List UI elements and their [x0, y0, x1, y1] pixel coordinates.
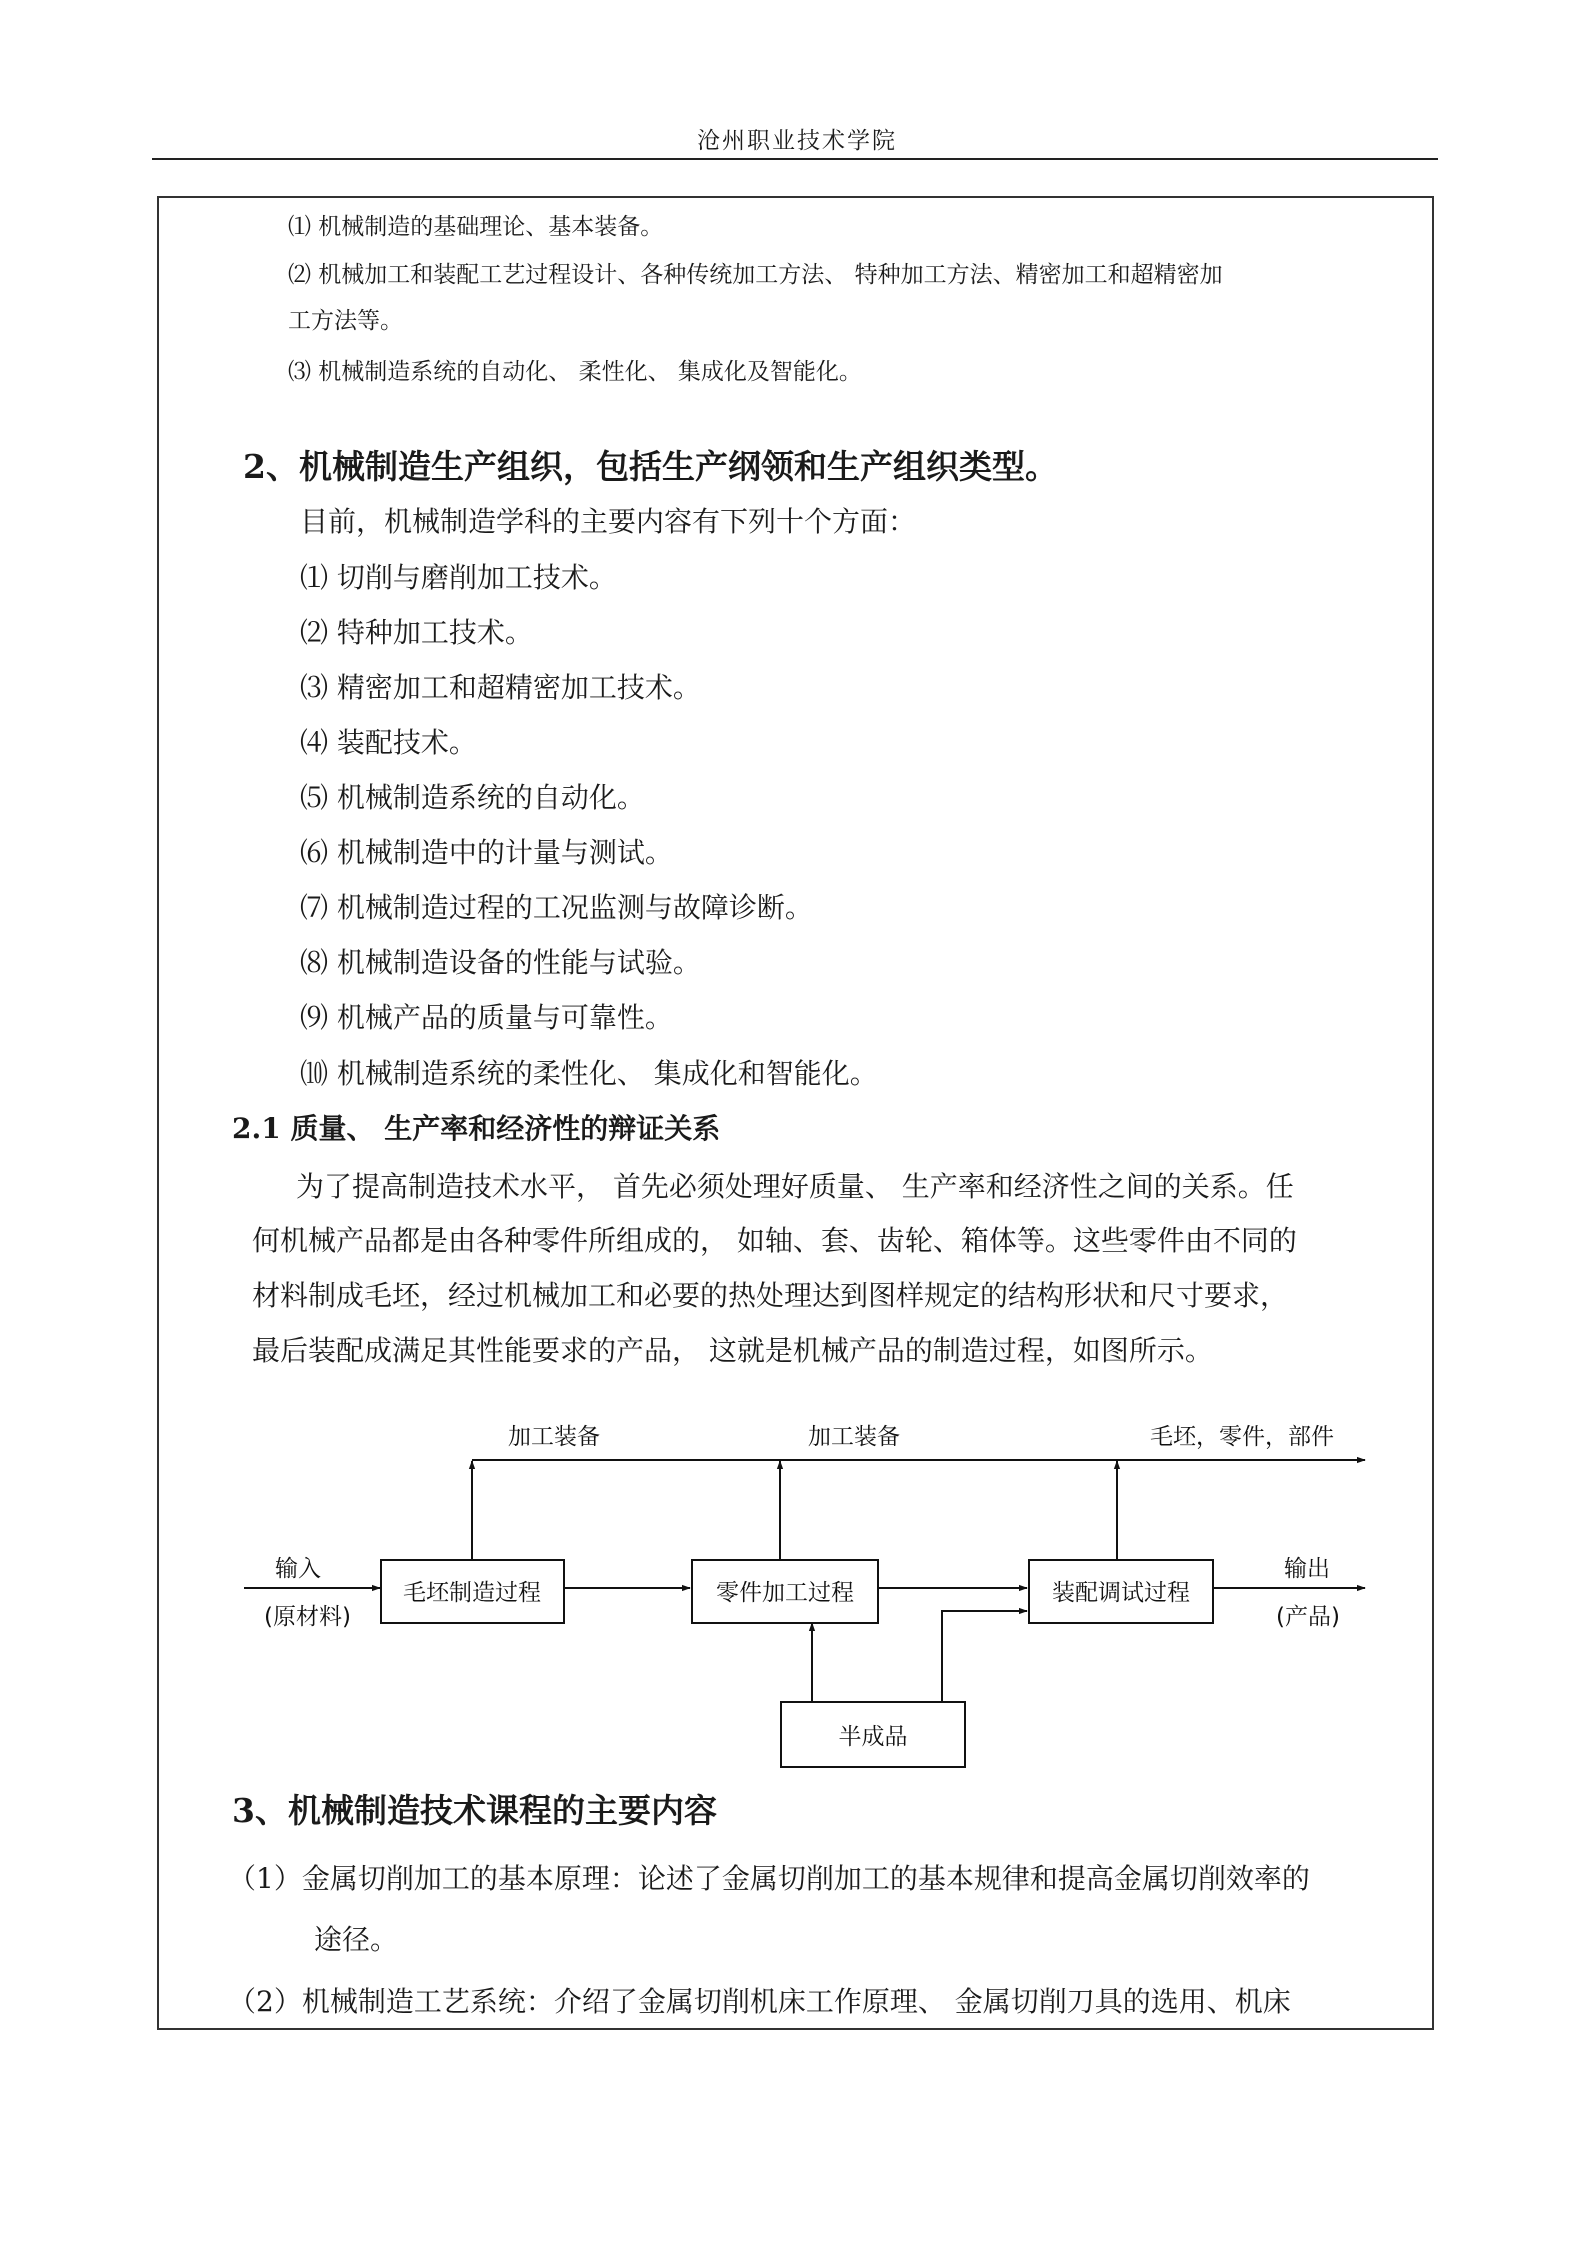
- list-item: ⑺ 机械制造过程的工况监测与故障诊断。: [300, 891, 813, 924]
- output-label: 输出: [1284, 1556, 1330, 1582]
- list-item: ⑵ 特种加工技术。: [300, 616, 533, 649]
- top-label-products: 毛坯，零件，部件: [1150, 1424, 1334, 1450]
- list-item: ⑴ 切削与磨削加工技术。: [300, 561, 617, 594]
- input-sub-label: (原材料): [264, 1604, 351, 1630]
- intro-item-1: ⑴ 机械制造的基础理论、基本装备。: [288, 214, 664, 240]
- list-item: ⑸ 机械制造系统的自动化。: [300, 781, 645, 814]
- section-2-intro: 目前，机械制造学科的主要内容有下列十个方面：: [300, 505, 917, 538]
- paragraph-line: 何机械产品都是由各种零件所组成的， 如轴、套、齿轮、箱体等。这些零件由不同的: [252, 1224, 1297, 1257]
- section-3-item-1-cont: 途径。: [314, 1923, 399, 1956]
- arrow-semi-to-assembly: [942, 1611, 1027, 1702]
- top-label-equipment-2: 加工装备: [808, 1424, 900, 1450]
- section-3-item-1: （1）金属切削加工的基本原理：论述了金属切削加工的基本规律和提高金属切削效率的: [228, 1862, 1310, 1895]
- page-header-title: 沧州职业技术学院: [697, 128, 897, 154]
- box-label: 零件加工过程: [716, 1580, 854, 1606]
- section-3-heading: 3、机械制造技术课程的主要内容: [232, 1791, 717, 1830]
- top-label-equipment-1: 加工装备: [508, 1424, 600, 1450]
- box-label: 半成品: [838, 1724, 908, 1750]
- list-item: ⑷ 装配技术。: [300, 726, 477, 759]
- paragraph-line: 为了提高制造技术水平， 首先必须处理好质量、 生产率和经济性之间的关系。任: [296, 1170, 1294, 1203]
- section-3-item-2: （2）机械制造工艺系统：介绍了金属切削机床工作原理、 金属切削刀具的选用、机床: [228, 1985, 1291, 2018]
- box-label: 毛坯制造过程: [403, 1580, 541, 1606]
- paragraph-line: 材料制成毛坯，经过机械加工和必要的热处理达到图样规定的结构形状和尺寸要求，: [252, 1279, 1289, 1312]
- intro-item-2: ⑵ 机械加工和装配工艺过程设计、各种传统加工方法、 特种加工方法、精密加工和超精密加: [288, 262, 1223, 288]
- section-2-1-heading: 2.1 质量、 生产率和经济性的辩证关系: [232, 1112, 721, 1145]
- section-2-heading: 2、机械制造生产组织，包括生产纲领和生产组织类型。: [243, 447, 1058, 486]
- list-item: ⑼ 机械产品的质量与可靠性。: [300, 1001, 673, 1034]
- intro-item-3: ⑶ 机械制造系统的自动化、 柔性化、 集成化及智能化。: [288, 359, 862, 385]
- list-item: ⑶ 精密加工和超精密加工技术。: [300, 671, 701, 704]
- list-item: ⑹ 机械制造中的计量与测试。: [300, 836, 673, 869]
- paragraph-line: 最后装配成满足其性能要求的产品， 这就是机械产品的制造过程，如图所示。: [252, 1334, 1213, 1367]
- box-label: 装配调试过程: [1052, 1580, 1190, 1606]
- output-sub-label: (产品): [1276, 1604, 1340, 1630]
- list-item: ⑻ 机械制造设备的性能与试验。: [300, 946, 701, 979]
- list-item: ⑽ 机械制造系统的柔性化、 集成化和智能化。: [300, 1057, 878, 1090]
- intro-item-2-cont: 工方法等。: [288, 308, 403, 334]
- input-label: 输入: [275, 1556, 321, 1582]
